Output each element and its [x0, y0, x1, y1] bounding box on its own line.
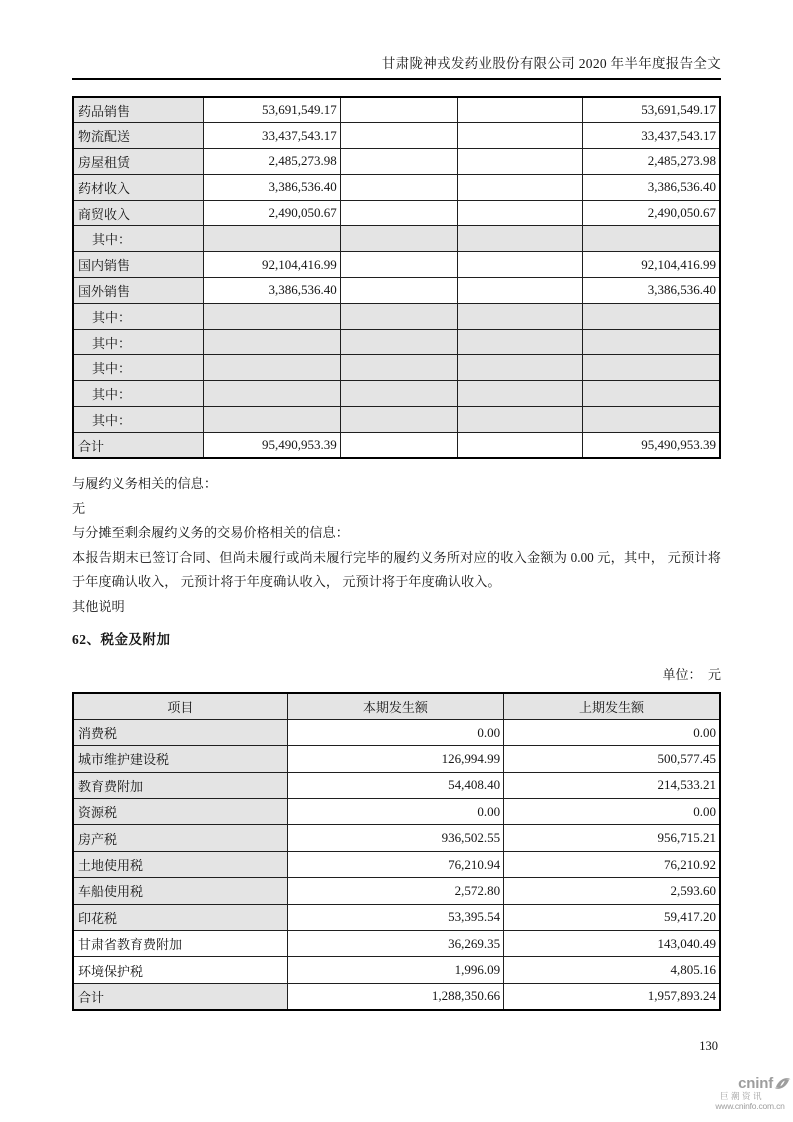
table-row	[73, 226, 720, 252]
row-value-cell	[340, 123, 458, 149]
row-value-cell	[583, 355, 720, 381]
table-row	[73, 97, 720, 123]
report-header	[72, 52, 721, 80]
row-value-cell: 76,210.94	[287, 851, 503, 877]
row-value-cell: 1,288,350.66	[287, 983, 503, 1009]
row-value-cell: 53,395.54	[287, 904, 503, 930]
row-label-cell: 其中：	[73, 407, 204, 433]
row-value-cell	[458, 381, 583, 407]
row-label-cell: 其中：	[73, 381, 204, 407]
row-value-cell: 2,490,050.67	[204, 200, 341, 226]
row-value-cell	[458, 432, 583, 458]
row-value-cell: 92,104,416.99	[583, 252, 720, 278]
row-label-cell: 城市维护建设税	[73, 746, 287, 772]
row-value-cell: 1,996.09	[287, 957, 503, 983]
row-label-cell: 合计	[73, 983, 287, 1009]
row-value-cell	[340, 355, 458, 381]
logo-brand-row	[707, 1075, 793, 1092]
row-value-cell: 0.00	[287, 719, 503, 745]
row-value-cell: 2,485,273.98	[204, 149, 341, 175]
row-label-cell: 其中：	[73, 355, 204, 381]
row-value-cell	[340, 278, 458, 304]
table-row	[73, 799, 720, 825]
cninfo-logo	[707, 1075, 793, 1112]
table-row	[73, 355, 720, 381]
column-header-prior-period: 上期发生额	[504, 693, 720, 719]
row-value-cell	[340, 149, 458, 175]
table-row	[73, 200, 720, 226]
column-header-item: 项目	[73, 693, 287, 719]
row-value-cell: 59,417.20	[504, 904, 720, 930]
row-value-cell: 2,572.80	[287, 878, 503, 904]
row-value-cell: 36,269.35	[287, 931, 503, 957]
note-none: 无	[72, 500, 86, 516]
note-other-explanation: 其他说明	[72, 598, 125, 614]
note-unfulfilled-contracts: 本报告期末已签订合同、但尚未履行或尚未履行完毕的履约义务所对应的收入金额为 0.00 元，其中， 元预计将于年度确认收入， 元预计将于年度确认收入， 元预计将于年度确认收入。	[72, 549, 721, 590]
row-value-cell	[340, 432, 458, 458]
row-value-cell	[583, 407, 720, 433]
note-obligation-info: 与履约义务相关的信息：	[72, 476, 218, 491]
note-remaining-price-info: 与分摊至剩余履约义务的交易价格相关的信息：	[72, 525, 349, 541]
row-value-cell: 53,691,549.17	[204, 97, 341, 123]
row-value-cell	[458, 226, 583, 252]
performance-obligation-notes	[72, 472, 721, 620]
row-value-cell: 956,715.21	[504, 825, 720, 851]
table-row	[73, 278, 720, 304]
row-label-cell: 土地使用税	[73, 851, 287, 877]
row-label-cell: 环境保护税	[73, 957, 287, 983]
table-row	[73, 878, 720, 904]
row-label-cell: 物流配送	[73, 123, 204, 149]
row-value-cell: 3,386,536.40	[204, 174, 341, 200]
table-row	[73, 957, 720, 983]
logo-url: www.cninfo.com.cn	[715, 1101, 785, 1112]
table-row	[73, 252, 720, 278]
row-value-cell	[458, 303, 583, 329]
row-value-cell	[204, 226, 341, 252]
row-value-cell	[458, 149, 583, 175]
table-row	[73, 407, 720, 433]
row-value-cell	[340, 381, 458, 407]
row-value-cell: 4,805.16	[504, 957, 720, 983]
column-header-current-period: 本期发生额	[287, 693, 503, 719]
table-row	[73, 381, 720, 407]
row-value-cell	[204, 303, 341, 329]
row-value-cell	[458, 329, 583, 355]
row-label-cell: 资源税	[73, 799, 287, 825]
row-value-cell	[583, 381, 720, 407]
row-value-cell: 0.00	[504, 799, 720, 825]
row-value-cell	[458, 123, 583, 149]
row-value-cell: 3,386,536.40	[583, 278, 720, 304]
row-value-cell	[458, 200, 583, 226]
row-label-cell: 国内销售	[73, 252, 204, 278]
row-value-cell: 3,386,536.40	[204, 278, 341, 304]
table-row	[73, 772, 720, 798]
row-value-cell: 1,957,893.24	[504, 983, 720, 1009]
row-value-cell: 95,490,953.39	[204, 432, 341, 458]
row-value-cell	[204, 407, 341, 433]
row-value-cell	[340, 226, 458, 252]
table-row	[73, 432, 720, 458]
row-label-cell: 房屋租赁	[73, 149, 204, 175]
row-label-cell: 其中：	[73, 226, 204, 252]
row-value-cell: 76,210.92	[504, 851, 720, 877]
row-label-cell: 车船使用税	[73, 878, 287, 904]
row-value-cell: 143,040.49	[504, 931, 720, 957]
table-header-row	[73, 693, 720, 719]
row-value-cell: 2,490,050.67	[583, 200, 720, 226]
row-value-cell	[458, 97, 583, 123]
row-label-cell: 药材收入	[73, 174, 204, 200]
row-value-cell	[204, 381, 341, 407]
row-value-cell: 126,994.99	[287, 746, 503, 772]
row-label-cell: 国外销售	[73, 278, 204, 304]
row-value-cell	[340, 329, 458, 355]
row-value-cell: 53,691,549.17	[583, 97, 720, 123]
row-label-cell: 消费税	[73, 719, 287, 745]
row-label-cell: 房产税	[73, 825, 287, 851]
row-value-cell: 92,104,416.99	[204, 252, 341, 278]
table-row	[73, 303, 720, 329]
unit-label: 单位： 元	[662, 667, 721, 682]
table-row	[73, 746, 720, 772]
table-row	[73, 904, 720, 930]
table-row	[73, 931, 720, 957]
row-value-cell: 2,593.60	[504, 878, 720, 904]
row-label-cell: 甘肃省教育费附加	[73, 931, 287, 957]
row-value-cell	[458, 174, 583, 200]
table-row	[73, 149, 720, 175]
row-value-cell	[204, 355, 341, 381]
table-row	[73, 851, 720, 877]
table-row	[73, 174, 720, 200]
row-value-cell	[340, 303, 458, 329]
row-value-cell: 33,437,543.17	[583, 123, 720, 149]
cninfo-swirl-icon	[774, 1076, 791, 1091]
logo-brand-text: cninf	[738, 1075, 773, 1092]
row-value-cell	[340, 174, 458, 200]
row-label-cell: 其中：	[73, 329, 204, 355]
row-value-cell	[458, 252, 583, 278]
report-title: 甘肃陇神戎发药业股份有限公司 2020 年半年度报告全文	[381, 56, 721, 71]
row-value-cell	[583, 226, 720, 252]
row-value-cell: 3,386,536.40	[583, 174, 720, 200]
row-value-cell	[204, 329, 341, 355]
row-label-cell: 合计	[73, 432, 204, 458]
row-value-cell: 33,437,543.17	[204, 123, 341, 149]
row-value-cell	[458, 407, 583, 433]
row-value-cell: 500,577.45	[504, 746, 720, 772]
row-value-cell: 95,490,953.39	[583, 432, 720, 458]
row-value-cell: 0.00	[504, 719, 720, 745]
logo-chinese-name: 巨潮资讯	[719, 1091, 764, 1102]
section-heading-taxes: 62、税金及附加	[72, 632, 171, 647]
row-label-cell: 其中：	[73, 303, 204, 329]
row-value-cell	[340, 97, 458, 123]
row-label-cell: 印花税	[73, 904, 287, 930]
revenue-breakdown-table	[72, 96, 721, 459]
row-value-cell	[583, 329, 720, 355]
row-label-cell: 教育费附加	[73, 772, 287, 798]
table-row	[73, 329, 720, 355]
row-value-cell: 0.00	[287, 799, 503, 825]
page-number: 130	[699, 1039, 718, 1053]
row-value-cell	[340, 252, 458, 278]
table-row	[73, 123, 720, 149]
row-label-cell: 商贸收入	[73, 200, 204, 226]
table-row	[73, 719, 720, 745]
row-value-cell	[583, 303, 720, 329]
row-label-cell: 药品销售	[73, 97, 204, 123]
row-value-cell: 936,502.55	[287, 825, 503, 851]
row-value-cell	[340, 407, 458, 433]
row-value-cell	[458, 355, 583, 381]
row-value-cell: 54,408.40	[287, 772, 503, 798]
table-row	[73, 983, 720, 1009]
tax-and-surcharge-table	[72, 692, 721, 1011]
tax-table-body	[73, 719, 720, 1009]
row-value-cell: 214,533.21	[504, 772, 720, 798]
row-value-cell	[340, 200, 458, 226]
row-value-cell	[458, 278, 583, 304]
table-row	[73, 825, 720, 851]
row-value-cell: 2,485,273.98	[583, 149, 720, 175]
revenue-table-body	[73, 97, 720, 458]
